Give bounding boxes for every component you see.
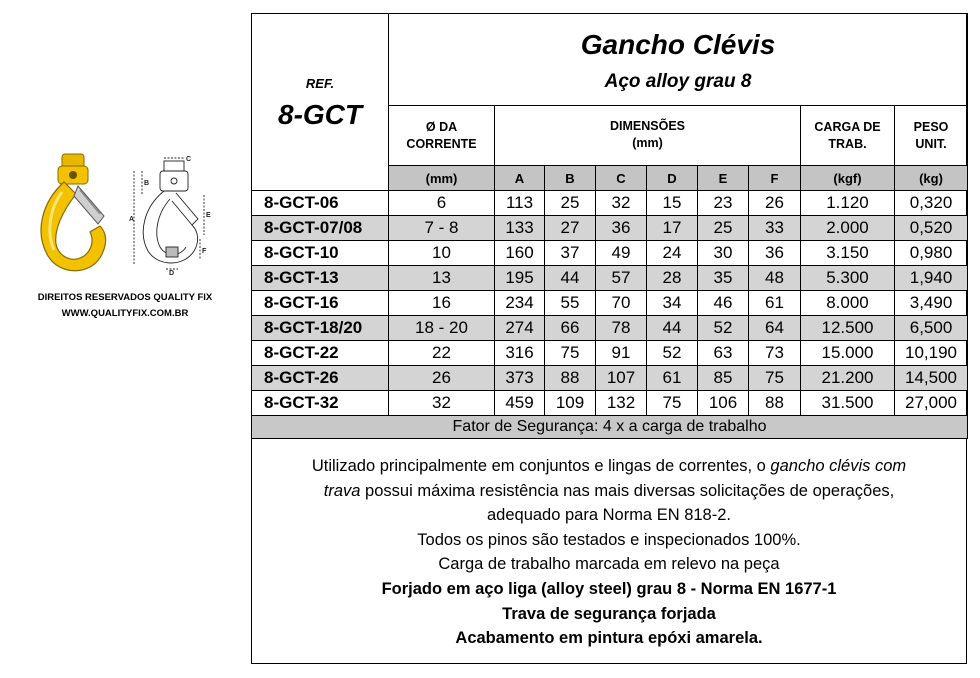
- data-rows: [252, 191, 968, 416]
- unit-cell: (kgf): [801, 166, 895, 191]
- cell-dia: 7 - 8: [389, 216, 495, 241]
- cell-dia: 13: [389, 266, 495, 291]
- description-bold-line: Forjado em aço liga (alloy steel) grau 8 - Norma EN 1677-1: [381, 579, 837, 598]
- cell-d: 61: [647, 366, 698, 391]
- table-row: [252, 241, 968, 266]
- description-bold-line: Trava de segurança forjada: [502, 604, 716, 623]
- unit-cell: (mm): [389, 166, 495, 191]
- cell-d: 44: [647, 316, 698, 341]
- cell-a: 316: [495, 341, 545, 366]
- ref-label: REF.: [305, 76, 335, 91]
- col-header-weight: PESO UNIT.: [895, 106, 968, 166]
- cell-load: 12.500: [801, 316, 895, 341]
- cell-a: 274: [495, 316, 545, 341]
- spec-table: [251, 13, 968, 439]
- cell-d: 52: [647, 341, 698, 366]
- cell-e: 52: [698, 316, 749, 341]
- cell-a: 459: [495, 391, 545, 416]
- table-row: [252, 291, 968, 316]
- cell-a: 373: [495, 366, 545, 391]
- cell-dia: 32: [389, 391, 495, 416]
- cell-a: 133: [495, 216, 545, 241]
- cell-b: 55: [545, 291, 596, 316]
- table-row: [252, 266, 968, 291]
- cell-e: 23: [698, 191, 749, 216]
- cell-load: 8.000: [801, 291, 895, 316]
- table-row: [252, 341, 968, 366]
- table-row: [252, 391, 968, 416]
- description-line: Todos os pinos são testados e inspecionados 100%.: [417, 530, 801, 549]
- cell-weight: 6,500: [895, 316, 968, 341]
- cell-d: 17: [647, 216, 698, 241]
- ref-cell: [252, 14, 389, 191]
- unit-cell: F: [749, 166, 801, 191]
- cell-f: 75: [749, 366, 801, 391]
- cell-b: 109: [545, 391, 596, 416]
- cell-e: 35: [698, 266, 749, 291]
- cell-f: 73: [749, 341, 801, 366]
- cell-d: 75: [647, 391, 698, 416]
- ref-code-cell: 8-GCT-32: [252, 391, 389, 416]
- cell-weight: 14,500: [895, 366, 968, 391]
- cell-load: 2.000: [801, 216, 895, 241]
- cell-load: 15.000: [801, 341, 895, 366]
- cell-b: 88: [545, 366, 596, 391]
- cell-a: 160: [495, 241, 545, 266]
- cell-a: 234: [495, 291, 545, 316]
- table-row: [252, 316, 968, 341]
- col-header-diameter: Ø DA CORRENTE: [389, 106, 495, 166]
- cell-f: 64: [749, 316, 801, 341]
- cell-c: 70: [596, 291, 647, 316]
- cell-load: 1.120: [801, 191, 895, 216]
- cell-d: 34: [647, 291, 698, 316]
- table-row: [252, 191, 968, 216]
- description: [252, 454, 966, 651]
- description-paragraph: Utilizado principalmente em conjuntos e lingas de correntes, o gancho clévis com trava possui máxima resistência nas mais diversas solicitações de operações, adequado para Norma EN 818-2.: [311, 457, 907, 525]
- unit-cell: (kg): [895, 166, 968, 191]
- cell-b: 66: [545, 316, 596, 341]
- ref-code-cell: 8-GCT-07/08: [252, 216, 389, 241]
- copyright-notice: [0, 290, 250, 322]
- website-text: WWW.QUALITYFIX.COM.BR: [61, 308, 189, 319]
- ref-code-cell: 8-GCT-13: [252, 266, 389, 291]
- cell-d: 15: [647, 191, 698, 216]
- cell-dia: 16: [389, 291, 495, 316]
- description-line: Carga de trabalho marcada em relevo na peça: [438, 555, 780, 574]
- cell-e: 46: [698, 291, 749, 316]
- dim-label-d: D: [169, 270, 175, 275]
- cell-dia: 10: [389, 241, 495, 266]
- cell-e: 25: [698, 216, 749, 241]
- ref-code: 8-GCT: [278, 99, 362, 130]
- cell-f: 36: [749, 241, 801, 266]
- cell-c: 132: [596, 391, 647, 416]
- cell-load: 31.500: [801, 391, 895, 416]
- spec-sheet: [251, 13, 967, 664]
- cell-b: 25: [545, 191, 596, 216]
- dim-label-b: B: [144, 180, 150, 187]
- col-header-load: CARGA DE TRAB.: [801, 106, 895, 166]
- cell-weight: 0,320: [895, 191, 968, 216]
- cell-weight: 0,520: [895, 216, 968, 241]
- cell-f: 88: [749, 391, 801, 416]
- unit-cell: D: [647, 166, 698, 191]
- ref-code-cell: 8-GCT-18/20: [252, 316, 389, 341]
- safety-factor: Fator de Segurança: 4 x a carga de trabalho: [252, 416, 968, 439]
- cell-f: 61: [749, 291, 801, 316]
- ref-code-cell: 8-GCT-10: [252, 241, 389, 266]
- unit-cell: A: [495, 166, 545, 191]
- product-panel: [0, 0, 250, 678]
- ref-code-cell: 8-GCT-26: [252, 366, 389, 391]
- ref-code-cell: 8-GCT-22: [252, 341, 389, 366]
- cell-e: 106: [698, 391, 749, 416]
- cell-weight: 0,980: [895, 241, 968, 266]
- cell-e: 63: [698, 341, 749, 366]
- table-row: [252, 216, 968, 241]
- cell-b: 44: [545, 266, 596, 291]
- cell-weight: 1,940: [895, 266, 968, 291]
- cell-c: 57: [596, 266, 647, 291]
- cell-dia: 22: [389, 341, 495, 366]
- dim-label-f: F: [202, 248, 207, 255]
- cell-d: 28: [647, 266, 698, 291]
- product-subtitle: Aço alloy grau 8: [604, 70, 752, 92]
- cell-weight: 27,000: [895, 391, 968, 416]
- table-row: [252, 366, 968, 391]
- unit-cell: B: [545, 166, 596, 191]
- cell-f: 33: [749, 216, 801, 241]
- cell-load: 21.200: [801, 366, 895, 391]
- ref-code-cell: 8-GCT-06: [252, 191, 389, 216]
- ref-code-cell: 8-GCT-16: [252, 291, 389, 316]
- cell-a: 195: [495, 266, 545, 291]
- unit-cell: C: [596, 166, 647, 191]
- cell-weight: 3,490: [895, 291, 968, 316]
- cell-c: 32: [596, 191, 647, 216]
- cell-c: 49: [596, 241, 647, 266]
- cell-load: 3.150: [801, 241, 895, 266]
- hook-dimension-drawing-icon: [128, 155, 218, 275]
- col-header-dimensions: DIMENSÕES (mm): [495, 106, 801, 166]
- dim-label-e: E: [206, 212, 211, 219]
- cell-f: 48: [749, 266, 801, 291]
- cell-c: 36: [596, 216, 647, 241]
- cell-e: 30: [698, 241, 749, 266]
- title-cell: [389, 14, 968, 106]
- cell-c: 78: [596, 316, 647, 341]
- copyright-text: DIREITOS RESERVADOS QUALITY FIX: [37, 292, 213, 303]
- dim-label-a: A: [129, 216, 135, 223]
- cell-load: 5.300: [801, 266, 895, 291]
- cell-b: 75: [545, 341, 596, 366]
- cell-b: 27: [545, 216, 596, 241]
- cell-f: 26: [749, 191, 801, 216]
- cell-dia: 26: [389, 366, 495, 391]
- cell-weight: 10,190: [895, 341, 968, 366]
- safety-factor-row: [252, 416, 968, 439]
- unit-cell: E: [698, 166, 749, 191]
- cell-e: 85: [698, 366, 749, 391]
- cell-dia: 6: [389, 191, 495, 216]
- cell-d: 24: [647, 241, 698, 266]
- product-title: Gancho Clévis: [580, 28, 776, 60]
- description-bold-line: Acabamento em pintura epóxi amarela.: [455, 629, 763, 648]
- cell-c: 91: [596, 341, 647, 366]
- cell-dia: 18 - 20: [389, 316, 495, 341]
- dim-label-c: C: [186, 156, 192, 163]
- cell-a: 113: [495, 191, 545, 216]
- cell-b: 37: [545, 241, 596, 266]
- clevis-hook-photo-icon: [34, 152, 114, 277]
- cell-c: 107: [596, 366, 647, 391]
